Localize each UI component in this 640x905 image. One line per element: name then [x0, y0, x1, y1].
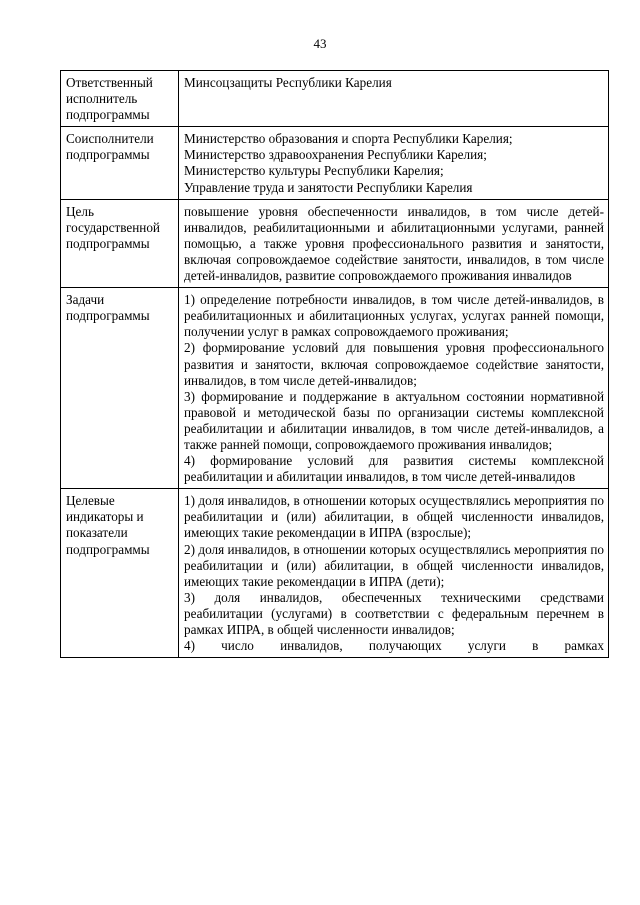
table-row-co-executors — [61, 127, 609, 199]
task-item: 2) формирование условий для повышения уровня профессионального развития и занятости, включая сопровождаемое содействие занятости, инвалидов, в том числе детей-инвалидов; — [184, 340, 604, 388]
indicator-item: 2) доля инвалидов, в отношении которых осуществлялись мероприятия по реабилитации и (или) абилитации, в общей численности инвалидов, имеющих такие рекомендации в ИПРА (дети); — [184, 541, 604, 589]
co-executor-item: Министерство здравоохранения Республики Карелия; — [184, 147, 487, 163]
label-co-executors: Соисполнители подпрограммы — [61, 127, 179, 199]
label-responsible-executor: Ответственный исполнитель подпрограммы — [61, 71, 179, 127]
indicator-item: 3) доля инвалидов, обеспеченных техническими средствами реабилитации (услугами) в соответствии с федеральным перечнем в рамках ИПРА, в общей численности инвалидов; — [184, 589, 604, 637]
table-row-tasks — [61, 288, 609, 489]
co-executor-item: Управление труда и занятости Республики Карелия — [184, 179, 473, 195]
table-row-responsible-executor — [61, 71, 609, 127]
indicator-item: 1) доля инвалидов, в отношении которых осуществлялись мероприятия по реабилитации и (или) абилитации, в общей численности инвалидов, имеющих такие рекомендации в ИПРА (взрослые); — [184, 493, 604, 541]
table-row-goal — [61, 199, 609, 287]
value-co-executors — [179, 127, 609, 199]
value-indicators — [179, 489, 609, 658]
value-tasks — [179, 288, 609, 489]
co-executor-item: Министерство образования и спорта Республики Карелия; — [184, 131, 513, 147]
label-indicators: Целевые индикаторы и показатели подпрограммы — [61, 489, 179, 658]
indicator-item: 4) число инвалидов, получающих услуги в рамках — [184, 638, 604, 654]
value-goal: повышение уровня обеспеченности инвалидов, в том числе детей-инвалидов, реабилитационными и абилитационными услугами, ранней помощью, а также уровня профессионального развития и занятости, включая сопровождаемое содействие занятости, инвалидов, в том числе детей-инвалидов, развитие сопровождаемого проживания инвалидов — [179, 199, 609, 287]
task-item: 1) определение потребности инвалидов, в том числе детей-инвалидов, в реабилитационных и абилитационных услугах, услугах ранней помощи, получении услуг в рамках сопровождаемого проживания; — [184, 292, 604, 340]
table-row-indicators — [61, 489, 609, 658]
task-item: 4) формирование условий для развития системы комплексной реабилитации и абилитации инвалидов, в том числе детей-инвалидов — [184, 453, 604, 485]
page-number: 43 — [313, 36, 327, 51]
label-tasks: Задачи подпрограммы — [61, 288, 179, 489]
value-responsible-executor: Минсоцзащиты Республики Карелия — [179, 71, 609, 127]
task-item: 3) формирование и поддержание в актуальном состоянии нормативной правовой и методической базы по организации системы комплексной реабилитации и абилитации инвалидов, в том числе детей-инвалидов, а также ранней помощи, сопровождаемого проживания инвалидов; — [184, 388, 604, 452]
subprogram-passport-table — [60, 70, 609, 658]
label-goal: Цель государственной подпрограммы — [61, 199, 179, 287]
co-executor-item: Министерство культуры Республики Карелия; — [184, 163, 444, 179]
